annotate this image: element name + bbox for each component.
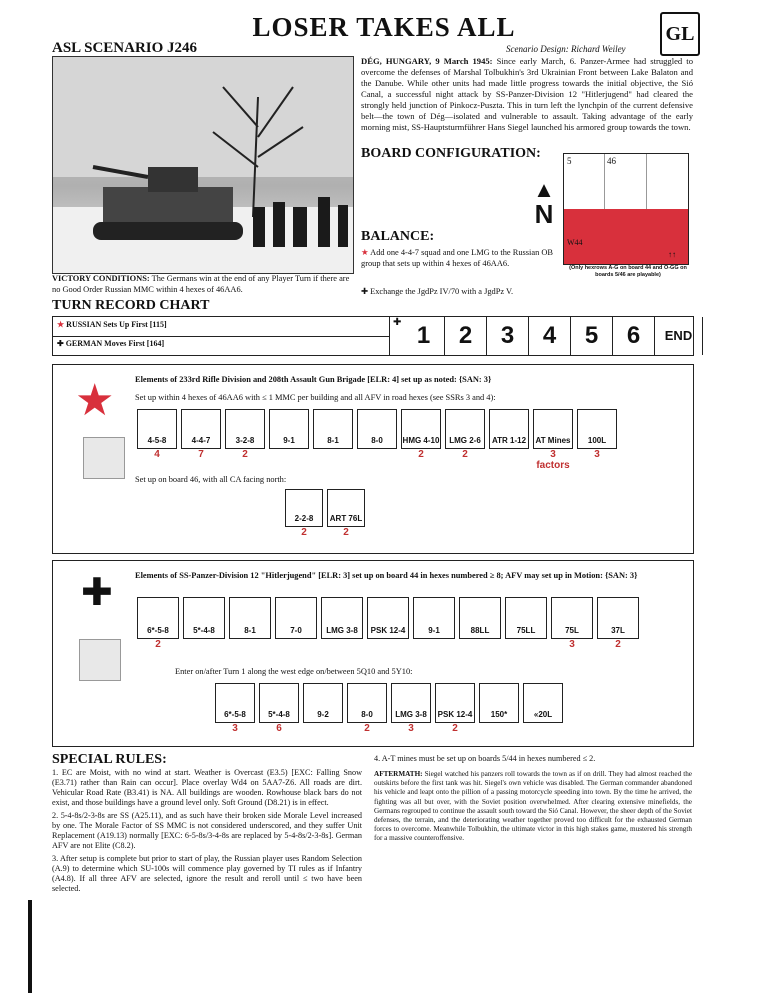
unit-count <box>269 449 309 461</box>
russian-group1-units <box>137 409 677 471</box>
north-arrow <box>533 177 555 229</box>
unit-counter-group <box>183 597 229 651</box>
iron-cross-icon: ✚ <box>361 287 369 296</box>
unit-count: 2 <box>301 527 307 538</box>
unit-count <box>489 449 529 461</box>
unit-counter: 150* <box>479 683 519 723</box>
unit-counter-group <box>505 597 551 651</box>
unit-counter-group <box>229 597 275 651</box>
german-moves-row <box>57 339 164 348</box>
unit-count <box>183 639 225 651</box>
unit-counter-group <box>269 409 313 461</box>
unit-counter-group <box>259 683 303 735</box>
unit-counter-group <box>215 683 259 735</box>
turn-cell: 6 <box>613 317 655 355</box>
historical-photo <box>52 56 354 274</box>
unit-counter: ATR 1-12 <box>489 409 529 449</box>
unit-counter: 9-1 <box>413 597 455 639</box>
rule-3: 3. After setup is complete but prior to start of play, the Russian player uses Random Selection (A.9) to determine which SU-100s will commence play governed by TI rules as if Infantry (A4.8). If all three AFV are selected, ignore the result and reroll until ≤ two have been selected. <box>52 854 362 893</box>
aftermath-label: AFTERMATH: <box>374 770 423 778</box>
unit-counter-group <box>445 409 489 461</box>
unit-count <box>479 723 519 735</box>
special-rules-right <box>374 754 692 844</box>
unit-counter: 75LL <box>505 597 547 639</box>
german-vehicle-icon <box>79 639 121 681</box>
unit-counter: LMG 3-8 <box>321 597 363 639</box>
unit-count: 7 <box>198 449 204 460</box>
unit-counter-group <box>489 409 533 461</box>
scenario-id: ASL SCENARIO J246 <box>52 40 198 56</box>
unit-count <box>229 639 271 651</box>
unit-counter-group <box>551 597 597 651</box>
iron-cross-icon: ✚ <box>393 317 402 328</box>
unit-counter: 4-4-7 <box>181 409 221 449</box>
unit-counter-group <box>367 597 413 651</box>
unit-counter: «20L <box>523 683 563 723</box>
balance-german <box>361 287 561 298</box>
unit-count: 2 <box>155 639 161 650</box>
unit-counter: 4-5-8 <box>137 409 177 449</box>
unit-counter: 5*-4-8 <box>259 683 299 723</box>
unit-counter: LMG 2-6 <box>445 409 485 449</box>
unit-counter: 5*-4-8 <box>183 597 225 639</box>
german-group2-units <box>215 683 675 735</box>
unit-count: 3 <box>569 639 575 650</box>
unit-counter: 8-0 <box>357 409 397 449</box>
unit-count <box>313 449 353 461</box>
north-label: N <box>534 199 554 229</box>
turn-cell: 1 <box>403 317 445 355</box>
rule-1: 1. EC are Moist, with no wind at start. Weather is Overcast (E3.5) [EXC: Falling Snow (E3.71) rather than Rain can occur]. Place overlay Wd4 on 5AA7-Z6. All roads are dirt. Vehicular Road Rate (B3.41) is NA. All buildings are wooden. Rowhouse black bars do not exist, and those buildings have a ground level only. Soft Ground (D8.21) is in effect. <box>52 768 362 807</box>
unit-counter-group <box>357 409 401 461</box>
unit-count: 2 <box>418 449 424 460</box>
unit-counter: LMG 3-8 <box>391 683 431 723</box>
unit-counter-group <box>577 409 621 461</box>
unit-count: 6 <box>276 723 282 734</box>
page-edge-mark <box>28 900 32 993</box>
special-rules-heading: SPECIAL RULES: <box>52 752 167 767</box>
unit-counter: 8-1 <box>313 409 353 449</box>
unit-count <box>275 639 317 651</box>
russian-group2-units <box>285 489 485 539</box>
victory-label: VICTORY CONDITIONS: <box>52 274 150 283</box>
unit-count: 3 <box>408 723 414 734</box>
unit-count <box>321 639 363 651</box>
unit-count <box>505 639 547 651</box>
russian-oob <box>52 364 694 554</box>
unit-counter-group <box>435 683 479 735</box>
unit-counter: 2-2-8 <box>285 489 323 527</box>
german-group2-text: Enter on/after Turn 1 along the west edge on/between 5Q10 and 5Y10: <box>175 667 413 676</box>
overlay-label: W44 <box>567 238 583 247</box>
unit-counter-group <box>523 683 567 735</box>
aftermath-text: Siegel watched his panzers roll towards the town as if on drill. They had almost reached the outskirts before the first tank was hit. Siegel's own vehicle was disabled. The German commander abandoned his vehicle and leapt onto the pillion of a passing motorcycle speeding into town. By the time he arrived, the fighting was all but over, with the Soviet position overwhelmed. After clearing extensive minefields, the Germans regrouped to continue the assault south toward the Sió Canal. However, the sheer depth of the Soviet defenses, the terrain, and the deteriorating weather together proved too difficult for the exhausted German forces to overcome. Meanwhile Tolbukhin, the ultimate victor in this high stakes game, mustered his strength for a massive counteroffensive. <box>374 770 692 843</box>
unit-counter: 9-1 <box>269 409 309 449</box>
unit-counter-group <box>137 409 181 461</box>
unit-counter-group <box>181 409 225 461</box>
russian-group2-text: Set up on board 46, with all CA facing north: <box>135 475 287 484</box>
unit-count <box>413 639 455 651</box>
balkenkreuz-icon: ✚ <box>81 572 113 614</box>
unit-counter: 8-1 <box>229 597 271 639</box>
unit-counter-group <box>347 683 391 735</box>
unit-counter-group <box>459 597 505 651</box>
scenario-title: LOSER TAKES ALL <box>252 12 516 42</box>
intro-body: Since early March, 6. Panzer-Armee had struggled to overcome the defenses of Marshal Tolbukhin's 3rd Ukrainian Front between Lake Balaton and the Danube. While other units had made little progress towards the initial objective, the Sió Canal, a successful night attack by SS-Panzer-Division 12 "Hitlerjugend" had cleared the strongly held junction of Pinkocz-Puszta. This in turn left the lynchpin of the current defensive belt—the town of Dég—isolated and vulnerable to assault. Taking advantage of the early morning mist, SS-Hauptsturmführer Hans Siegel launched his armored group towards the town. <box>361 56 693 132</box>
turn-cell: 4 <box>529 317 571 355</box>
unit-count: 4 <box>154 449 160 460</box>
turn-cell: END <box>655 317 703 355</box>
unit-counter-group <box>225 409 269 461</box>
red-star-icon: ★ <box>361 248 369 257</box>
unit-count: 3 <box>594 449 600 460</box>
unit-count: 3 factors <box>536 449 570 471</box>
unit-count: 2 <box>615 639 621 650</box>
unit-counter: 8-0 <box>347 683 387 723</box>
balance-heading: BALANCE: <box>361 229 435 244</box>
location-date: DÉG, HUNGARY, 9 March 1945: <box>361 56 493 66</box>
unit-counter: 7-0 <box>275 597 317 639</box>
turn-cell: 2 <box>445 317 487 355</box>
unit-counter-group <box>391 683 435 735</box>
unit-count <box>357 449 397 461</box>
balance-russian-text: Add one 4-4-7 squad and one LMG to the Russian OB group that sets up within 4 hexes of 46AA6. <box>361 248 553 268</box>
unit-counter: 37L <box>597 597 639 639</box>
rule-4: 4. A-T mines must be set up on boards 5/44 in hexes numbered ≤ 2. <box>374 754 596 763</box>
turn-cell: 3 <box>487 317 529 355</box>
unit-count <box>523 723 563 735</box>
turn-record-heading: TURN RECORD CHART <box>52 298 210 313</box>
unit-counter: 100L <box>577 409 617 449</box>
unit-counter-group <box>413 597 459 651</box>
board-config-heading: BOARD CONFIGURATION: <box>361 146 541 161</box>
russian-vehicle-icon <box>83 437 125 479</box>
balance-german-text: Exchange the JgdPz IV/70 with a JgdPz V. <box>370 287 514 296</box>
board-5-label: 5 <box>567 156 572 166</box>
unit-counter: 6*-5-8 <box>137 597 179 639</box>
german-oob-heading: Elements of SS-Panzer-Division 12 "Hitlerjugend" [ELR: 3] set up on board 44 in hexes numbered ≥ 8; AFV may set up in Motion: {SAN: 3} <box>135 571 638 580</box>
unit-count: 2 <box>343 527 349 538</box>
russian-oob-heading: Elements of 233rd Rifle Division and 208th Assault Gun Brigade [ELR: 4] set up as noted: {SAN: 3} <box>135 375 492 384</box>
unit-counter-group <box>275 597 321 651</box>
unit-counter-group <box>285 489 327 539</box>
red-star-icon: ★ <box>75 376 115 425</box>
designer-credit: Scenario Design: Richard Weiley <box>506 44 626 54</box>
unit-counter-group <box>303 683 347 735</box>
turn-record-chart <box>52 316 694 356</box>
unit-count <box>367 639 409 651</box>
german-group1-units <box>137 597 682 651</box>
unit-counter: HMG 4-10 <box>401 409 441 449</box>
gl-logo-icon: GL <box>660 12 700 56</box>
unit-counter: PSK 12-4 <box>435 683 475 723</box>
unit-counter-group <box>401 409 445 461</box>
unit-counter: ART 76L <box>327 489 365 527</box>
unit-counter-group <box>313 409 357 461</box>
unit-counter: 6*-5-8 <box>215 683 255 723</box>
russian-group1-text: Set up within 4 hexes of 46AA6 with ≤ 1 MMC per building and all AFV in road hexes (see SSRs 3 and 4): <box>135 393 496 402</box>
german-moves-label: GERMAN Moves First [164] <box>65 339 165 348</box>
board-map <box>563 153 689 265</box>
aftermath <box>374 770 692 844</box>
unit-count: 2 <box>242 449 248 460</box>
unit-counter-group <box>137 597 183 651</box>
russian-setup-row <box>57 320 167 329</box>
unit-count <box>303 723 343 735</box>
board-44-label: ↑↑ <box>668 250 676 259</box>
iron-cross-icon: ✚ <box>57 339 64 348</box>
unit-counter-group <box>321 597 367 651</box>
unit-counter: 3-2-8 <box>225 409 265 449</box>
unit-counter: 9-2 <box>303 683 343 723</box>
unit-counter-group <box>479 683 523 735</box>
german-oob <box>52 560 694 747</box>
unit-counter: AT Mines <box>533 409 573 449</box>
red-star-icon: ★ <box>57 320 65 329</box>
unit-count: 2 <box>452 723 458 734</box>
balance-russian <box>361 248 553 269</box>
unit-counter: 88LL <box>459 597 501 639</box>
unit-counter: PSK 12-4 <box>367 597 409 639</box>
russian-setup-label: RUSSIAN Sets Up First [115] <box>66 320 167 329</box>
victory-text: The Germans win at the end of any Player Turn if there are no Good Order Russian MMC within 4 hexes of 46AA6. <box>52 274 350 294</box>
intro-text <box>361 56 693 133</box>
victory-conditions <box>52 274 352 295</box>
turn-cell: 5 <box>571 317 613 355</box>
board-46-label: 46 <box>607 156 616 166</box>
north-arrow-icon: ▲ <box>533 177 555 202</box>
board-note: (Only hexrows A-G on board 44 and O-GG on boards 5/46 are playable) <box>569 265 687 278</box>
rule-2: 2. 5-4-8s/2-3-8s are SS (A25.11), and as such have their broken side Morale Level increased by one. The Morale Factor of SS MMC is not considered underscored, and they suffer Unit Replacement (A19.13) normally [EXC: 6-5-8s/3-4-8s are replaced by 5-4-8s/2-3-8s]. German AFV are not Elite (C8.2). <box>52 811 362 850</box>
unit-counter-group <box>597 597 643 651</box>
unit-counter: 75L <box>551 597 593 639</box>
unit-count: 2 <box>462 449 468 460</box>
unit-counter-group <box>533 409 577 471</box>
unit-count: 3 <box>232 723 238 734</box>
unit-counter-group <box>327 489 369 539</box>
special-rules-left <box>52 768 362 894</box>
unit-count <box>459 639 501 651</box>
unit-count: 2 <box>364 723 370 734</box>
